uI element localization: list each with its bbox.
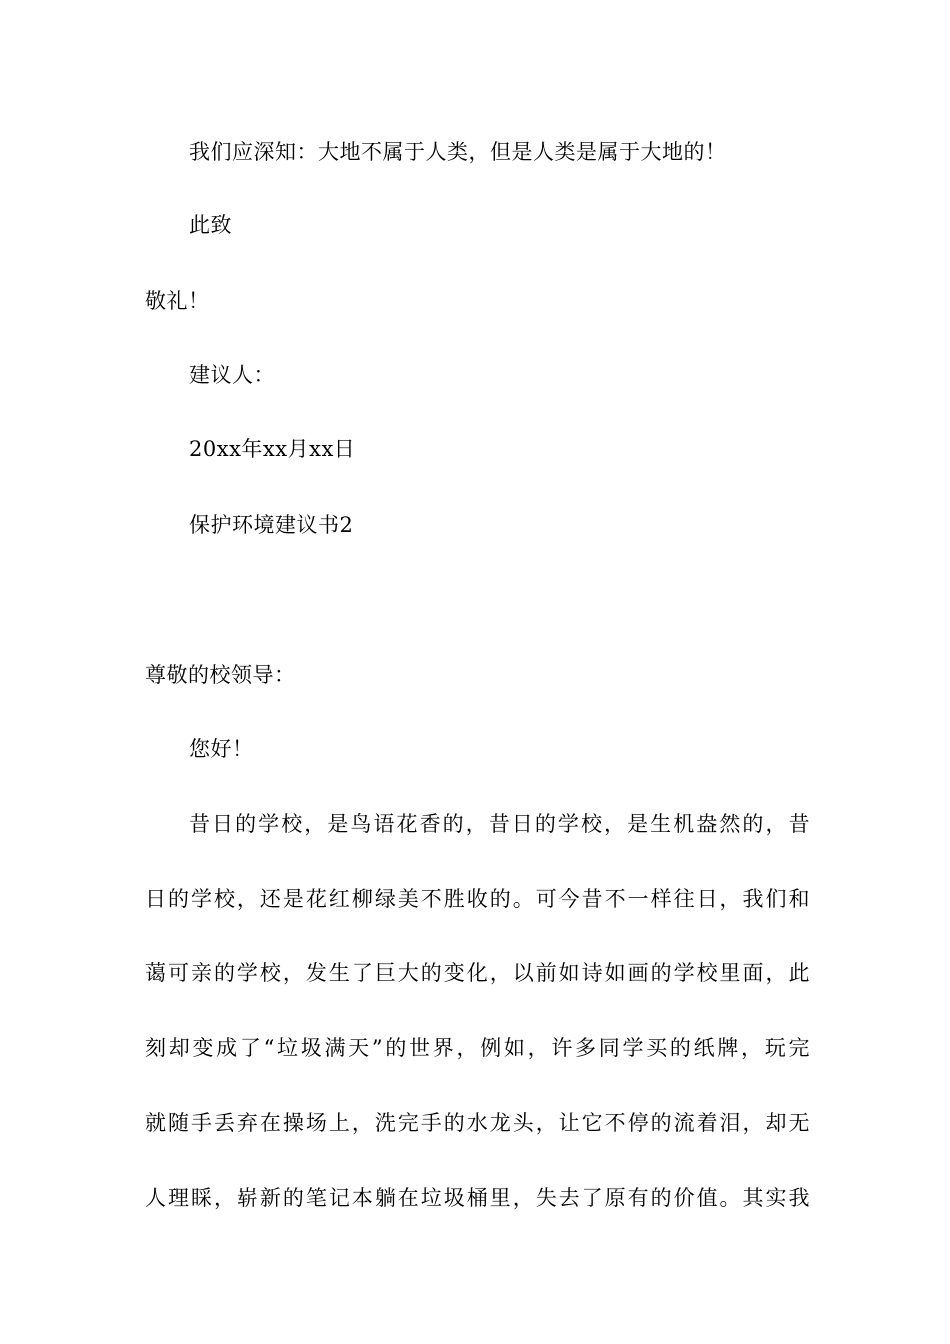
- body-line: 蔼可亲的学校，发生了巨大的变化，以前如诗如画的学校里面，此: [145, 961, 810, 985]
- letter-title: 保护环境建议书2: [189, 513, 354, 537]
- letter-date: 20xx年xx月xx日: [189, 437, 356, 461]
- addressee: 尊敬的校领导：: [145, 663, 296, 687]
- body-line: 昔日的学校，是鸟语花香的，昔日的学校，是生机盎然的，昔: [189, 812, 810, 836]
- body-line: 刻却变成了“垃圾满天”的世界，例如，许多同学买的纸牌，玩完: [145, 1036, 810, 1060]
- signer-label: 建议人：: [189, 363, 275, 387]
- greeting: 您好！: [189, 737, 254, 761]
- body-line: 人理睬，崭新的笔记本躺在垃圾桶里，失去了原有的价值。其实我: [145, 1186, 810, 1210]
- body-line: 日的学校，还是花红柳绿美不胜收的。可今昔不一样往日，我们和: [145, 887, 810, 911]
- body-line: 就随手丢弃在操场上，洗完手的水龙头，让它不停的流着泪，却无: [145, 1111, 810, 1135]
- salutation-ci-zhi: 此致: [189, 213, 232, 237]
- salutation-jing-li: 敬礼！: [145, 289, 210, 313]
- closing-statement: 我们应深知：大地不属于人类，但是人类是属于大地的！: [189, 140, 727, 164]
